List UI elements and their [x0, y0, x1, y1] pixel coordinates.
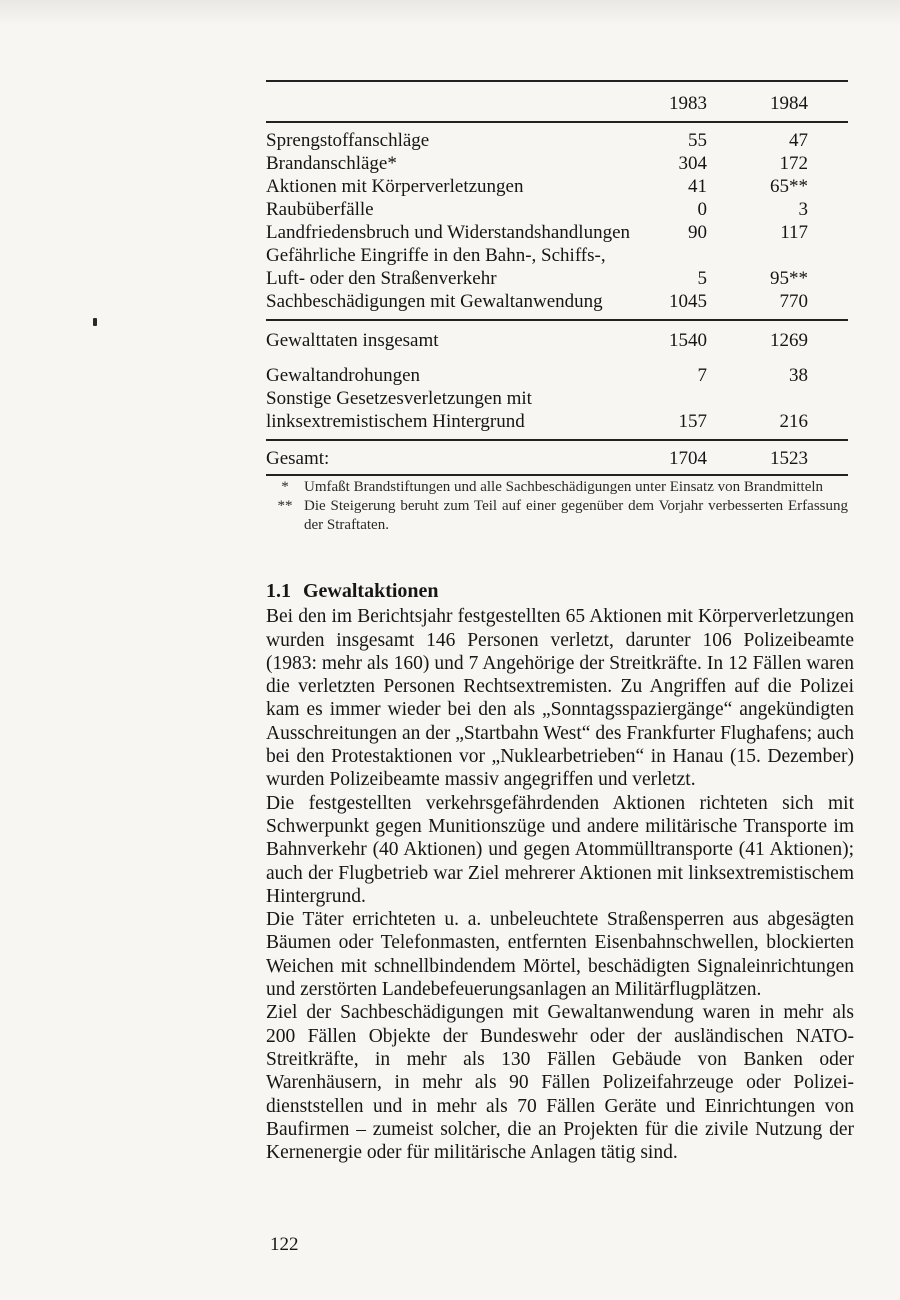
- table-row: [266, 290, 848, 320]
- threats-1984: 38: [789, 365, 808, 386]
- value-1984: 65**: [770, 176, 808, 197]
- footnote: [266, 478, 848, 497]
- threats-label: Gewaltandrohungen: [266, 365, 421, 386]
- value-1983: 304: [678, 153, 707, 174]
- value-1983: 41: [688, 176, 707, 197]
- row-label: Aktionen mit Körperverletzungen: [266, 176, 524, 197]
- footnote-mark: **: [277, 498, 293, 514]
- paragraph: Die festgestellten verkehrsgefährdenden Aktionen richteten sich mit Schwerpunkt gegen Munitionszüge und andere militärische Transporte im Bahnverkehr (40 Aktionen) und gegen Atommülltransporte (41 Aktionen); auch der Flugbetrieb war Ziel mehrerer Aktionen mit linksextremistischem Hintergrund.: [266, 792, 854, 907]
- margin-mark: [93, 318, 97, 326]
- footnotes: [266, 478, 848, 535]
- table-row: [266, 122, 848, 152]
- threats-1983: 7: [697, 365, 707, 386]
- total-row: [266, 440, 848, 475]
- value-1984: 95**: [770, 268, 808, 289]
- row-label: Sprengstoffanschläge: [266, 130, 430, 151]
- subtotal-row: [266, 320, 848, 362]
- threats-row: [266, 362, 848, 387]
- total-1984: 1523: [731, 440, 848, 475]
- section-heading: [266, 580, 854, 603]
- table-row: [266, 221, 848, 244]
- table-row: [266, 152, 848, 175]
- value-1984: 172: [779, 153, 808, 174]
- table-row: [266, 244, 848, 267]
- value-1983: 5: [697, 268, 707, 289]
- footnote-mark: *: [281, 479, 289, 495]
- section-number: 1.1: [266, 580, 291, 602]
- page-number: 122: [270, 1234, 299, 1255]
- row-label: Landfriedensbruch und Widerstandshandlungen: [266, 222, 631, 243]
- other-label-line1: Sonstige Gesetzesverletzungen mit: [266, 388, 532, 409]
- other-row-line1: [266, 387, 848, 410]
- section-title: Gewaltaktionen: [303, 580, 439, 602]
- row-label: Sachbeschädigungen mit Gewaltanwendung: [266, 291, 603, 312]
- value-1983: 55: [688, 130, 707, 151]
- other-row: [266, 410, 848, 440]
- row-label: Raubüberfälle: [266, 199, 374, 220]
- other-label: linksextremistischem Hintergrund: [266, 411, 525, 432]
- total-label: Gesamt:: [266, 440, 630, 475]
- footnote-text: Umfaßt Brandstiftungen und alle Sachbeschädigungen unter Einsatz von Brandmitteln: [304, 479, 824, 495]
- total-1983: 1704: [630, 440, 731, 475]
- paragraph: Die Täter errichteten u. a. unbeleuchtete Straßensperren aus abgesägten Bäumen oder Telefonmasten, entfernten Eisenbahnschwellen, blockierten Weichen mit schnellbindendem Mörtel, beschädigten Signaleinrichtungen und zerstörten Landebefeuerungsanlagen an Militärflugplätzen.: [266, 909, 854, 1001]
- header-1984: 1984: [731, 81, 848, 122]
- table-row: [266, 175, 848, 198]
- footnote-text: Die Steigerung beruht zum Teil auf einer gegenüber dem Vorjahr verbesserten Erfassung der Straftaten.: [304, 498, 848, 533]
- value-1984: 3: [798, 199, 808, 220]
- value-1984: 117: [780, 222, 808, 243]
- table-header-row: [266, 81, 848, 122]
- table-row: [266, 267, 848, 290]
- statistics-table: [266, 80, 848, 476]
- value-1984: 47: [789, 130, 808, 151]
- value-1983: 1045: [669, 291, 707, 312]
- row-label-line1: Gefährliche Eingriffe in den Bahn-, Schiffs-,: [266, 245, 606, 266]
- subtotal-1983: 1540: [630, 320, 731, 362]
- subtotal-label: Gewalttaten insgesamt: [266, 320, 630, 362]
- value-1983: 0: [697, 199, 707, 220]
- subtotal-1984: 1269: [731, 320, 848, 362]
- other-1983: 157: [678, 411, 707, 432]
- header-label: [266, 81, 630, 122]
- section-gewaltaktionen: [266, 580, 854, 1164]
- value-1983: 90: [688, 222, 707, 243]
- row-label: Luft- oder den Straßenverkehr: [266, 268, 497, 289]
- footnote: [266, 497, 848, 535]
- table-row: [266, 198, 848, 221]
- header-1983: 1983: [630, 81, 731, 122]
- paragraph: Bei den im Berichtsjahr festgestellten 65 Aktionen mit Körperverletzungen wurden insgesamt 146 Personen verletzt, darunter 106 Polizeibeamte (1983: mehr als 160) und 7 Angehörige der Streitkräfte. In 12 Fällen waren die verletzten Personen Rechtsextremisten. Zu Angriffen auf die Polizei kam es immer wieder bei den als „Sonntagsspaziergänge“ angekündigten Ausschreitungen an der „Startbahn West“ des Frankfurter Flughafens; auch bei den Protestaktionen vor „Nuklearbetrieben“ in Hanau (15. Dezember) wurden Polizeibeamte massiv angegriffen und verletzt.: [266, 606, 854, 791]
- paragraph: Ziel der Sachbeschädigungen mit Gewaltanwendung waren in mehr als 200 Fällen Objekte der Bundeswehr oder der ausländischen NATO-Streitkräfte, in mehr als 130 Fällen Gebäude von Banken oder Warenhäusern, in mehr als 90 Fällen Polizeifahrzeuge oder Polizeidienststellen und in mehr als 70 Fällen Geräte und Einrichtungen von Baufirmen – zumeist solcher, die an Projekten für die zivile Nutzung der Kernenergie oder für militärische Anlagen tätig sind.: [266, 1002, 854, 1164]
- other-1984: 216: [779, 411, 808, 432]
- row-label: Brandanschläge*: [266, 153, 397, 174]
- value-1984: 770: [779, 291, 808, 312]
